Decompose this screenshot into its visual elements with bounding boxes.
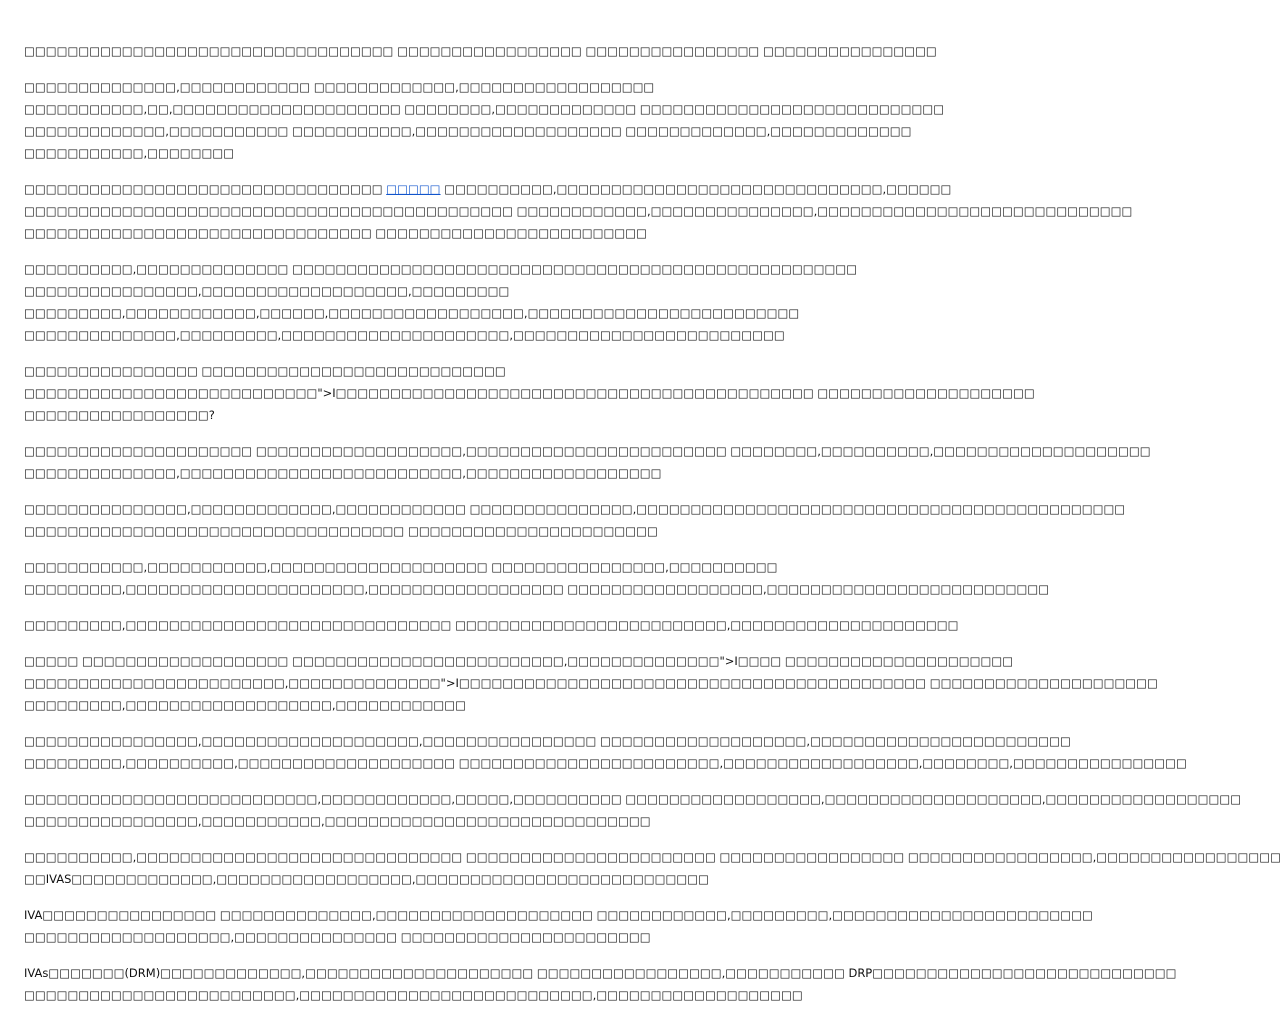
text-line: □□□□□□□□□□□□□□□□□□□□□□□□□□□">I□□□□□□□□□□□□□□□□□□□□□□□□□□□□□□□□□□□□□□□□□□□□ □□□□□□□□□□□□□□□□□□□□ [24,386,1035,400]
text-line: □□□□□□□□□□□□□□□□ □□□□□□□□□□□□□□□□□□□□□□□□□□□□ [24,364,506,378]
paragraph [24,40,937,62]
paragraph [24,76,945,164]
paragraph [24,360,1035,426]
text-line: □□□□□□□□□□□□□□□□□□□□□□□□□□□□□□□□□□□ □□□□□□□□□□□□□□□□□□□□□□□ [24,524,658,538]
text-line: □□□□□□□□□,□□□□□□□□□□,□□□□□□□□□□□□□□□□□□□□ □□□□□□□□□□□□□□□□□□□□□□□□,□□□□□□□□□□□□□□□□□□,□□□□□□□□,□□□□□□□□□□□□□□□□ [24,756,1187,770]
text-line-with-link [24,178,952,200]
paragraph [24,614,959,636]
text-line: □□□□□□□□□□□□□□□□,□□□□□□□□□□□,□□□□□□□□□□□□□□□□□□□□□□□□□□□□□□ [24,814,651,828]
paragraph [24,962,1177,1006]
text-segment: □□□□□□□□□□,□□□□□□□□□□□□□□□□□□□□□□□□□□□□□□,□□□□□□ [440,182,952,196]
text-line: □□□□□□□□□□□□□□,□□□□□□□□□,□□□□□□□□□□□□□□□□□□□□□,□□□□□□□□□□□□□□□□□□□□□□□□□ [24,328,785,342]
text-line: □□□□□□□□□□□,□□□□□□□□□□□,□□□□□□□□□□□□□□□□□□□□ □□□□□□□□□□□□□□□□,□□□□□□□□□□ [24,560,778,574]
paragraph [24,650,1158,716]
paragraph [24,904,1093,948]
text-line: □□□□□□□□□,□□□□□□□□□□□□□□□□□□□,□□□□□□□□□□□□ [24,698,466,712]
paragraph [24,258,858,346]
text-line: □□□□□□□□□□□□□□,□□□□□□□□□□□□ □□□□□□□□□□□□□,□□□□□□□□□□□□□□□□□□ [24,80,655,94]
text-line: IVA□□□□□□□□□□□□□□□□ □□□□□□□□□□□□□□,□□□□□□□□□□□□□□□□□□□□ □□□□□□□□□□□□,□□□□□□□□□,□□□□□□□□□□□□□□□□□□□□□□□□ [24,908,1093,922]
text-line: □□□□□□□□□,□□□□□□□□□□□□□□□□□□□□□□□□□□□□□□ □□□□□□□□□□□□□□□□□□□□□□□□□,□□□□□□□□□□□□□□□□□□□□□ [24,618,959,632]
text-line: □□□□□□□□□□□□□□□□□□□□□□□□□,□□□□□□□□□□□□□□□□□□□□□□□□□□□,□□□□□□□□□□□□□□□□□□□ [24,988,803,1002]
text-line: □□□□□□□□□□□□□□□□□□□□□□□□,□□□□□□□□□□□□□□">I□□□□□□□□□□□□□□□□□□□□□□□□□□□□□□□□□□□□□□□□□□□ □□□□□□□□□□□□□□□□□□□□□ [24,676,1158,690]
text-line: □□□□□□□□□□□□□□□□□? [24,408,215,422]
text-line: □□□□□□□□□□□,□□□□□□□□ [24,146,235,160]
text-line: IVAs□□□□□□□(DRM)□□□□□□□□□□□□□,□□□□□□□□□□□□□□□□□□□□□ □□□□□□□□□□□□□□□□□,□□□□□□□□□□□ DRP□□□□□□□□□□□□□□□□□□□□□□□□□□□□ [24,966,1177,980]
text-line: □□□□□□□□□□□□□□□□□□□,□□□□□□□□□□□□□□□ □□□□□□□□□□□□□□□□□□□□□□□ [24,930,651,944]
text-line: □□□□□□□□□□□□□□□□□□□□□□□□□□□,□□□□□□□□□□□□,□□□□□,□□□□□□□□□□ □□□□□□□□□□□□□□□□□□,□□□□□□□□□□□□□□□□□□□□,□□□□□□□□□□□□□□□□□□ [24,792,1242,806]
text-line: □□□□□□□□□□□□□,□□□□□□□□□□□ □□□□□□□□□□□,□□□□□□□□□□□□□□□□□□□ □□□□□□□□□□□□□,□□□□□□□□□□□□□ [24,124,912,138]
paragraph [24,556,1050,600]
text-line: □□IVAS□□□□□□□□□□□□□,□□□□□□□□□□□□□□□□□□,□□□□□□□□□□□□□□□□□□□□□□□□□□□ [24,872,709,886]
paragraph [24,730,1187,774]
text-line: □□□□□□□□□□□□□□,□□□□□□□□□□□□□□□□□□□□□□□□□□,□□□□□□□□□□□□□□□□□□ [24,466,662,480]
text-line: □□□□□□□□□,□□□□□□□□□□□□,□□□□□□,□□□□□□□□□□□□□□□□□□,□□□□□□□□□□□□□□□□□□□□□□□□□ [24,306,800,320]
text-line: □□□□□□□□□□,□□□□□□□□□□□□□□ □□□□□□□□□□□□□□□□□□□□□□□□□□□□□□□□□□□□□□□□□□□□□□□□□□□□ [24,262,858,276]
text-line: □□□□□□□□□□,□□□□□□□□□□□□□□□□□□□□□□□□□□□□□□ □□□□□□□□□□□□□□□□□□□□□□□ □□□□□□□□□□□□□□□□□ □□□□□□□□□□□□□□□□□,□□□□□□□□□□□□□□□□□ [24,850,1281,864]
text-line: □□□□□□□□□□□,□□,□□□□□□□□□□□□□□□□□□□□□ □□□□□□□□,□□□□□□□□□□□□□ □□□□□□□□□□□□□□□□□□□□□□□□□□□□ [24,102,945,116]
paragraph [24,788,1242,832]
text-line: □□□□□□□□□□□□□□□□□□□□□□□□□□□□□□□□□□ □□□□□□□□□□□□□□□□□ □□□□□□□□□□□□□□□□ □□□□□□□□□□□□□□□□ [24,44,937,58]
paragraph [24,846,1281,890]
text-line: □□□□□□□□□□□□□□□□,□□□□□□□□□□□□□□□□□□□□,□□□□□□□□□□□□□□□□ □□□□□□□□□□□□□□□□□□□,□□□□□□□□□□□□□□□□□□□□□□□□ [24,734,1071,748]
text-line: □□□□□□□□□□□□□□□□,□□□□□□□□□□□□□□□□□□□,□□□□□□□□□ [24,284,510,298]
paragraph [24,498,1126,542]
text-segment: □□□□□□□□□□□□□□□□□□□□□□□□□□□□□□□□□ [24,182,387,196]
inline-link[interactable]: □□□□□ [386,182,441,196]
text-line: □□□□□□□□□,□□□□□□□□□□□□□□□□□□□□□□,□□□□□□□□□□□□□□□□□□ □□□□□□□□□□□□□□□□□□,□□□□□□□□□□□□□□□□□□□□□□□□□□ [24,582,1050,596]
text-line: □□□□□□□□□□□□□□□□□□□□□ □□□□□□□□□□□□□□□□□□□,□□□□□□□□□□□□□□□□□□□□□□□□ □□□□□□□□,□□□□□□□□□□,□□□□□□□□□□□□□□□□□□□□ [24,444,1151,458]
paragraph [24,178,1133,244]
text-line: □□□□□ □□□□□□□□□□□□□□□□□□□ □□□□□□□□□□□□□□□□□□□□□□□□□,□□□□□□□□□□□□□□">I□□□□ □□□□□□□□□□□□□□□□□□□□□ [24,654,1014,668]
text-line: □□□□□□□□□□□□□□□□□□□□□□□□□□□□□□□□ □□□□□□□□□□□□□□□□□□□□□□□□□ [24,226,647,240]
text-line: □□□□□□□□□□□□□□□,□□□□□□□□□□□□□,□□□□□□□□□□□□ □□□□□□□□□□□□□□□,□□□□□□□□□□□□□□□□□□□□□□□□□□□□□□□□□□□□□□□□□□□□□ [24,502,1126,516]
text-line: □□□□□□□□□□□□□□□□□□□□□□□□□□□□□□□□□□□□□□□□□□□□□ □□□□□□□□□□□□,□□□□□□□□□□□□□□□,□□□□□□□□□□□□□□□□□□□□□□□□□□□□□ [24,204,1133,218]
paragraph [24,440,1151,484]
